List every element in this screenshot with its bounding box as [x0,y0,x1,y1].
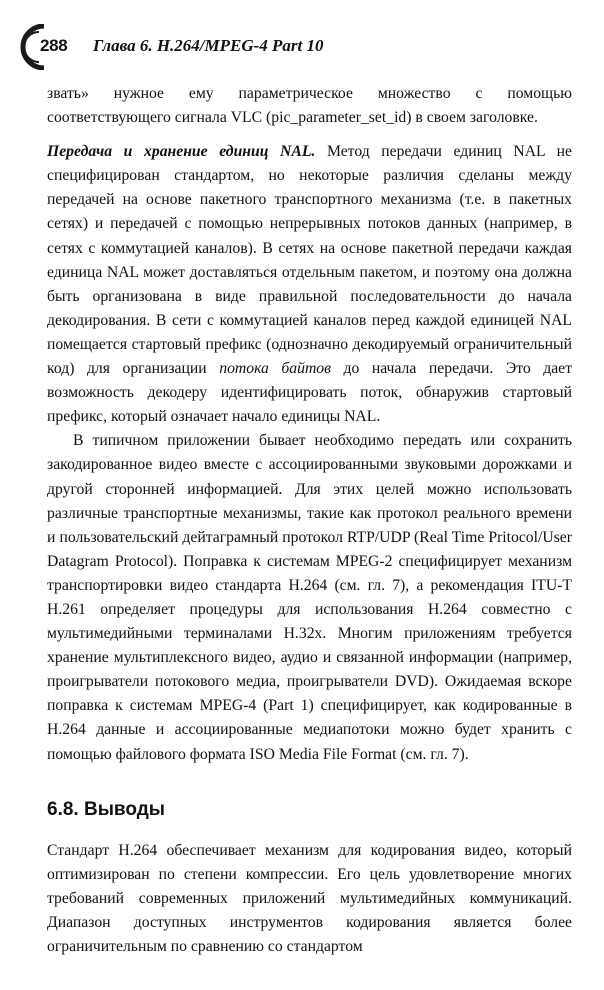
page-header [14,24,594,70]
paragraph-text: Метод передачи единиц NAL не специфицирован стандартом, но некоторые различия сделаны между передачей на основе пакетного транспортного механизма (т.е. в пакетных сетях) и передачей с помощью непрерывных потоков данных (например, в сетях с коммутацией каналов). В сетях на основе пакетной передачи каждая единица NAL может доставляться отдельным пакетом, и поэтому она должна быть организована в виде правильной последовательности до начала декодирования. В сети с коммутацией каналов перед каждой единицей NAL помещается стартовый префикс (однозначно декодируемый ограничительный код) для организации [47,143,572,378]
emphasized-term: потока байтов [219,360,331,378]
conclusions-paragraph: Стандарт H.264 обеспечивает механизм для кодирования видео, который оптимизирован по степени компрессии. Его цель удовлетворение многих требований современных приложений мультимедийных коммуникаций. Диапазон доступных инструментов кодирования является более ограничительным по сравнению со стандартом [47,841,572,955]
nal-transfer-paragraph [47,140,572,429]
paragraph-text: до начала передачи. Это дает возможность декодеру идентифицировать поток, обнаружив стартовый префикс, который означает начало единицы NAL. [47,360,572,426]
running-title: Глава 6. H.264/MPEG-4 Part 10 [93,36,324,55]
run-in-heading: Передача и хранение единиц NAL. [47,143,316,161]
page-body [47,82,572,959]
page-number: 288 [40,36,68,55]
carryover-paragraph: звать» нужное ему параметрическое множество с помощью соответствующего сигнала VLC (pic_parameter_set_id) в своем заголовке. [47,85,572,127]
transport-paragraph: В типичном приложении бывает необходимо передать или сохранить закодированное видео вместе с ассоциированными звуковыми дорожками и другой сторонней информацией. Для этих целей можно использовать различные транспортные механизмы, такие как протокол реального времени и пользовательский дейтаграмный протокол RTP/UDP (Real Time Pritocol/User Datagram Protocol). Поправка к системам MPEG-2 специфицирует механизм транспортировки видео стандарта H.264 (см. гл. 7), а рекомендация ITU-T H.261 определяет процедуры для использования H.264 совместно с мультимедийными терминалами H.32x. Многим приложениям требуется хранение мультиплексного видео, аудио и связанной информации (например, проигрыватели потокового медиа, проигрыватели DVD). Ожидаемая вскоре поправка к системам MPEG-4 (Part 1) специфицирует, как кодированные в H.264 данные и ассоциированные медиапотоки можно будет хранить с помощью файлового формата ISO Media File Format (см. гл. 7). [47,432,572,763]
section-heading: 6.8. Выводы [47,798,165,820]
